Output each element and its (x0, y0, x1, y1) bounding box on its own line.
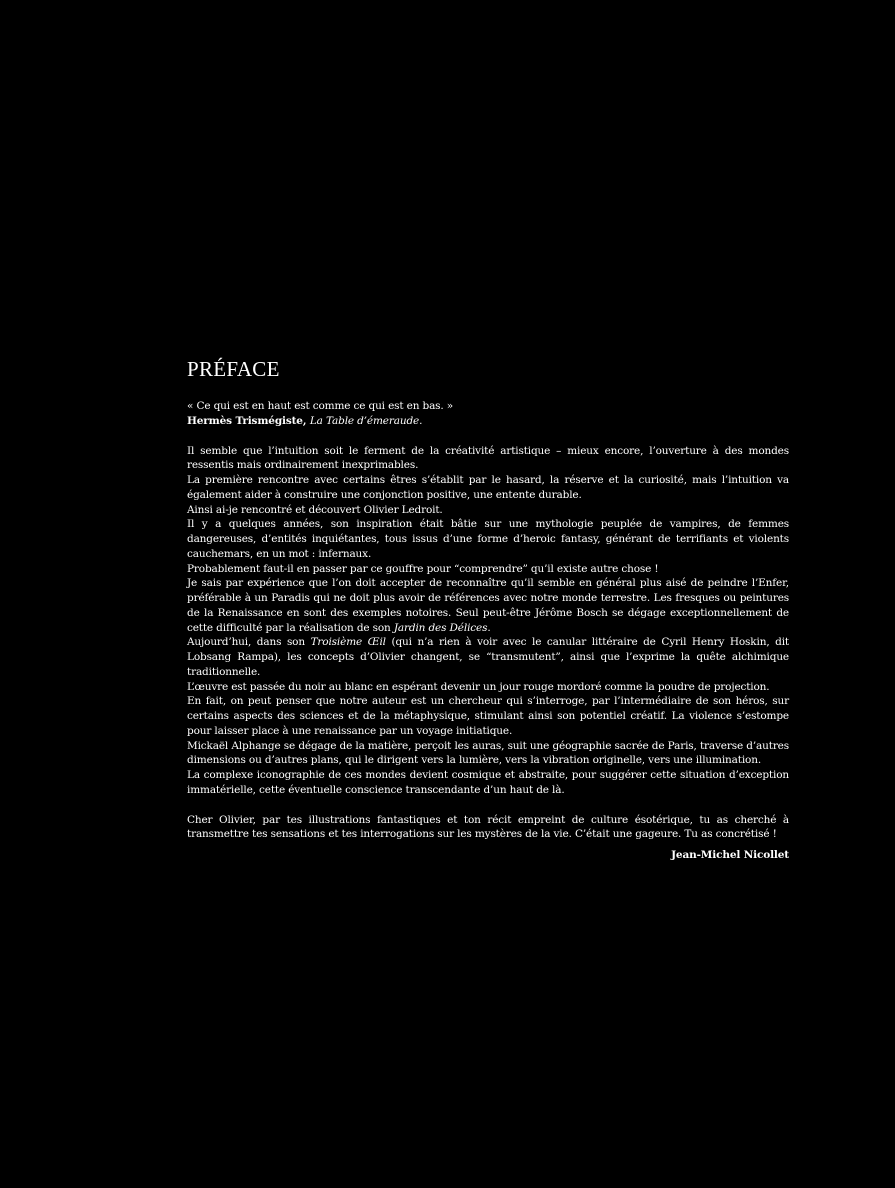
epigraph-quote: « Ce qui est en haut est comme ce qui est en bas. » (187, 400, 454, 412)
paragraph-5: Probablement faut-il en passer par ce gouffre pour “comprendre” qu’il existe autre chose ! (187, 562, 659, 575)
paragraph-7-text: (qui n’a rien à voir avec le canular littéraire de Cyril Henry Hoskin, dit Lobsang Rampa), les concepts d’Olivier changent, se “transmutent”, ainsi que l’exprime la quête alchimique traditionnelle. (187, 636, 789, 678)
page-title: PRÉFACE (187, 357, 280, 381)
paragraph-1: Il semble que l’intuition soit le ferment de la créativité artistique – mieux encore, l’ouverture à des mondes ressentis mais ordinairement inexprimables. (187, 444, 789, 472)
paragraph-6-text: Je sais par expérience que l’on doit accepter de reconnaître qu’il semble en général plus aisé de peindre l’Enfer, préférable à un Paradis qui ne doit plus avoir de références avec notre monde terrestre. Les fresques ou peintures de la Renaissance en sont des exemples notoires. Seul peut-être Jérôme Bosch se dégage exceptionnellement de cette difficulté par la réalisation de son (187, 577, 789, 634)
paragraph-11: La complexe iconographie de ces mondes devient cosmique et abstraite, pour suggérer cette situation d’exception immatérielle, cette éventuelle conscience transcendante d’un haut de là. (187, 769, 789, 796)
paragraph-12: Cher Olivier, par tes illustrations fantastiques et ton récit empreint de culture ésotérique, tu as cherché à transmettre tes sensations et tes interrogations sur les mystères de la vie. C’était une gageure. Tu as concrétisé ! (187, 813, 789, 841)
epigraph-author: Hermès Trismégiste, (187, 414, 307, 427)
paragraph-6-end: . (487, 621, 491, 634)
paragraph-3: Ainsi ai-je rencontré et découvert Olivier Ledroit. (187, 503, 443, 516)
paragraph-7-title: Troisième Œil (310, 636, 386, 649)
paragraph-4: Il y a quelques années, son inspiration était bâtie sur une mythologie peuplée de vampires, de femmes dangereuses, d’entités inquiétantes, tous issus d’une forme d’heroic fantasy, générant de terrifiants et violents cauchemars, en un mot : infernaux. (187, 518, 789, 560)
spacer (187, 798, 789, 813)
paragraph-7 (187, 635, 789, 679)
paragraph-9: En fait, on peut penser que notre auteur est un chercheur qui s’interroge, par l’intermédiaire de son héros, sur certains aspects des sciences et de la métaphysique, stimulant ainsi son potentiel créatif. La violence s’estompe pour laisser place à une renaissance par un voyage initiatique. (187, 695, 789, 737)
spacer (187, 429, 789, 444)
paragraph-6 (187, 576, 789, 635)
epigraph-work: La Table d’émeraude. (309, 414, 423, 427)
paragraph-10: Mickaël Alphange se dégage de la matière, perçoit les auras, suit une géographie sacrée de Paris, traverse d’autres dimensions ou d’autres plans, qui le dirigent vers la lumière, vers la vibration originelle, vers une illumination. (187, 739, 789, 767)
paragraph-8: L’œuvre est passée du noir au blanc en espérant devenir un jour rouge mordoré comme la poudre de projection. (187, 680, 770, 693)
epigraph-attribution (187, 414, 789, 429)
signature: Jean-Michel Nicollet (671, 849, 789, 861)
preface-content (187, 357, 789, 863)
paragraph-2: La première rencontre avec certains êtres s’établit par le hasard, la réserve et la curiosité, mais l’intuition va également aider à construire une conjonction positive, une entente durable. (187, 474, 789, 501)
paragraph-7-start: Aujourd’hui, dans son (187, 636, 311, 649)
paragraph-6-title: Jardin des Délices (393, 621, 488, 634)
